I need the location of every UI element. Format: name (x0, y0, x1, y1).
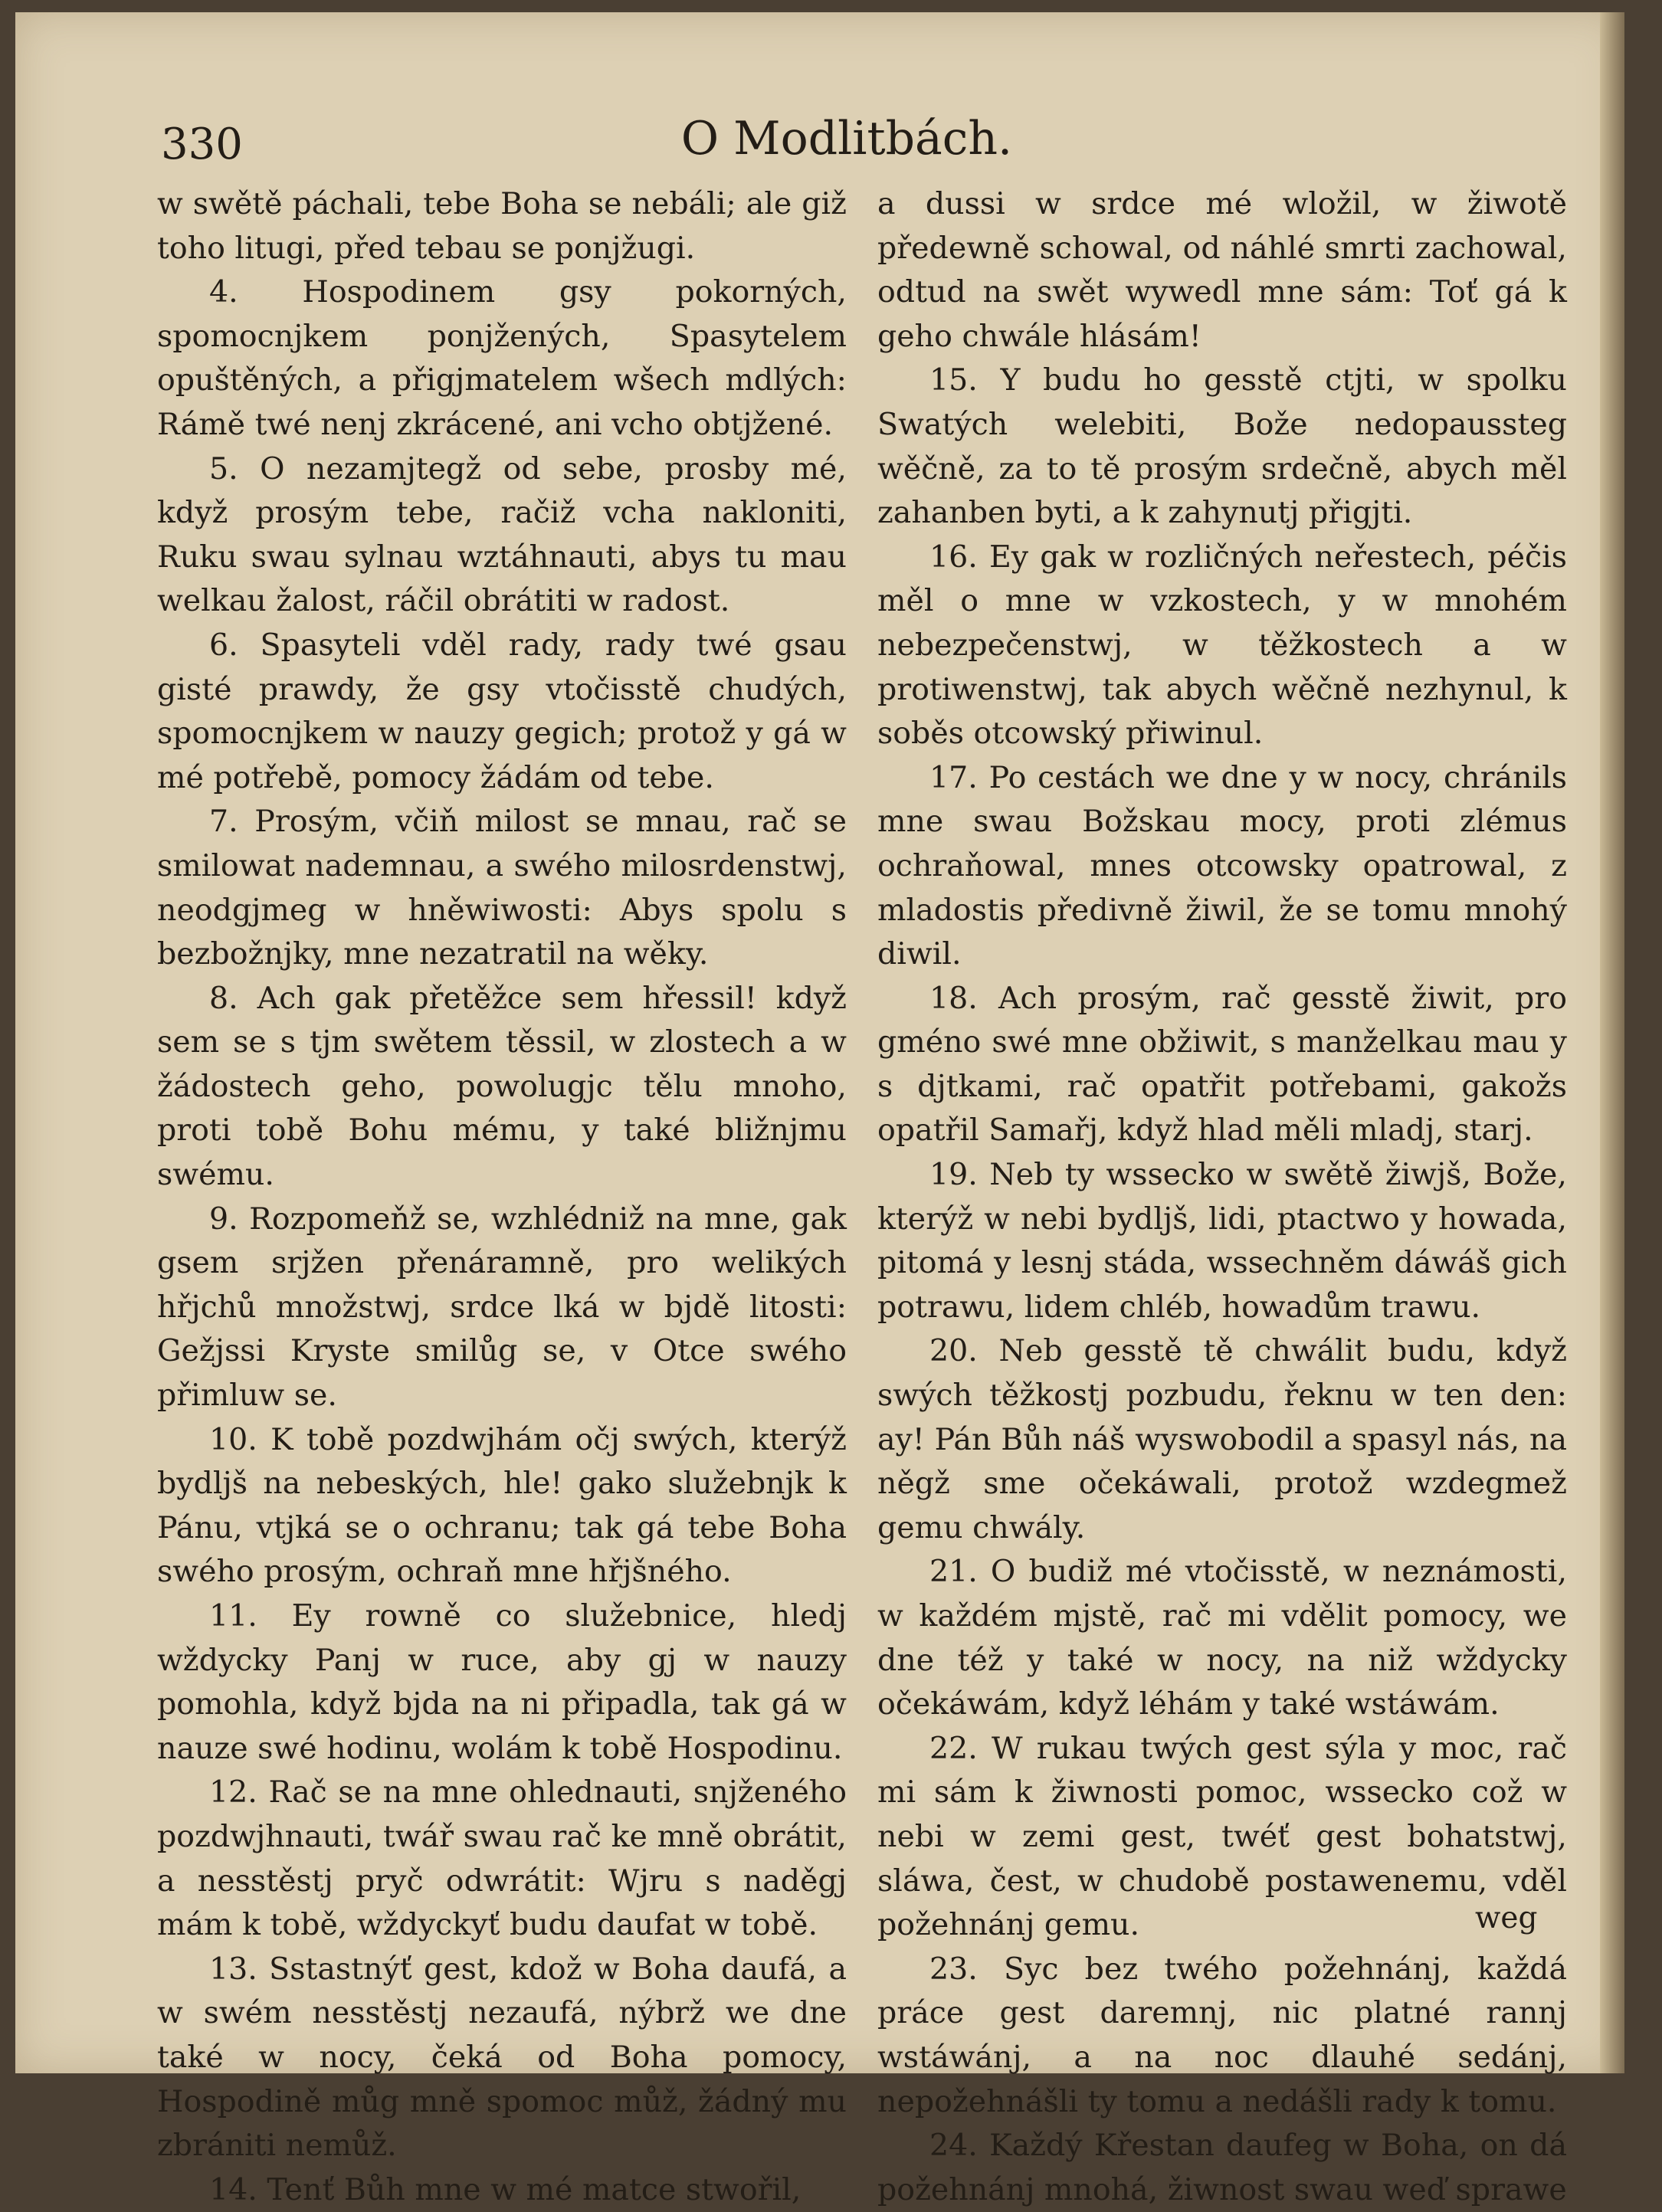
verse-17: 17. Po cestách we dne y w nocy, chránils mne swau Božskau mocy, proti zlémus ochraňowal, mnes otcowsky opatrowal, z mladostis předivně žiwil, že se tomu mnohý diwil. (877, 759, 1567, 972)
verse-18: 18. Ach prosým, rač gesstě žiwit, pro gméno swé mne obžiwit, s manželkau mau y s djtkami, rač opatřit potřebami, gakožs opatřil Samařj, když hlad měli mladj, starj. (877, 980, 1567, 1149)
verse-4: 4. Hospodinem gsy pokorných, spomocnjkem ponjžených, Spasytelem opuštěných, a přigjmatelem wšech mdlých: Rámě twé nenj zkrácené, ani vcho obtjžené. (157, 274, 847, 442)
verse-11: 11. Ey rowně co služebnice, hledj wždycky Panj w ruce, aby gj w nauzy pomohla, když bjda na ni připadla, tak gá w nauze swé hodinu, wolám k tobě Hospodinu. (157, 1598, 847, 1766)
verse-16: 16. Ey gak w rozličných neřestech, péčis měl o mne w vzkostech, y w mnohém nebezpečenstwj, w těžkostech a w protiwenstwj, tak abych wěčně nezhynul, k soběs otcowský přiwinul. (877, 539, 1567, 752)
verse-24: 24. Každý Křestan daufeg w Boha, on dá požehnánj mnohá, žiwnost swau weď sprawe (877, 2128, 1567, 2207)
left-text-column (157, 182, 847, 2212)
verse-13: 13. Sstastnýť gest, kdož w Boha daufá, a w swém nesstěstj nezaufá, nýbrž we dne také w nocy, čeká od Boha pomocy, Hospodině můg mně spomoc můž, žádný mu zbrániti nemůž. (157, 1951, 847, 2164)
verse-10: 10. K tobě pozdwjhám očj swých, kterýž bydljš na nebeských, hle! gako služebnjk k Pánu, vtjká se o ochranu; tak gá tebe Boha swého prosým, ochraň mne hřjšného. (157, 1421, 847, 1590)
verse-6: 6. Spasyteli vděl rady, rady twé gsau gisté prawdy, že gsy vtočisstě chudých, spomocnjkem w nauzy gegich; protož y gá w mé potřebě, pomocy žádám od tebe. (157, 627, 847, 795)
verse-5: 5. O nezamjtegž od sebe, prosby mé, když prosým tebe, račiž vcha nakloniti, Ruku swau sylnau wztáhnauti, abys tu mau welkau žalost, ráčil obrátiti w radost. (157, 451, 847, 619)
verse-14-continuation: a dussi w srdce mé wložil, w žiwotě předewně schowal, od náhlé smrti zachowal, odtud na swět wywedl mne sám: Toť gá k geho chwále hlásám! (877, 186, 1567, 354)
verse-20: 20. Neb gesstě tě chwálit budu, když swých těžkostj pozbudu, řeknu w ten den: ay! Pán Bůh náš wyswobodil a spasyl nás, na něgž sme očekáwali, protož wzdegmež gemu chwály. (877, 1333, 1567, 1545)
verse-12: 12. Rač se na mne ohlednauti, snjženého pozdwjhnauti, twář swau rač ke mně obrátit, a nesstěstj pryč odwrátit: Wjru s naděgj mám k tobě, wždyckyť budu daufat w tobě. (157, 1775, 847, 1943)
running-title: O Modlitbách. (680, 112, 1013, 165)
verse-21: 21. O budiž mé vtočisstě, w neznámosti, w každém mjstě, rač mi vdělit pomocy, we dne též y také w nocy, na niž wždycky očekáwám, když léhám y také wstáwám. (877, 1554, 1567, 1722)
verse-19: 19. Neb ty wssecko w swětě žiwjš, Bože, kterýž w nebi bydljš, lidi, ptactwo y howada, pitomá y lesnj stáda, wssechněm dáwáš gich potrawu, lidem chléb, howadům trawu. (877, 1157, 1567, 1325)
verse-22: 22. W rukau twých gest sýla y moc, rač mi sám k žiwnosti pomoc, wssecko což w nebi w zemi gest, twéť gest bohatstwj, sláwa, čest, w chudobě postawenemu, vděl požehnánj gemu. (877, 1730, 1567, 1943)
verse-14: 14. Tenť Bůh mne w mé matce stwořil, (209, 2171, 801, 2207)
verse-15: 15. Y budu ho gesstě ctjti, w spolku Swatých welebiti, Bože nedopaussteg wěčně, za to tě prosým srdečně, abych měl zahanben byti, a k zahynutj přigjti. (877, 362, 1567, 531)
verse-3-continuation: w swětě páchali, tebe Boha se nebáli; ale giž toho litugi, před tebau se ponjžugi. (157, 186, 847, 266)
book-page (15, 12, 1624, 2207)
page-spine-edge (1600, 12, 1624, 2073)
page-header (146, 112, 1548, 173)
page-number: 330 (161, 120, 243, 169)
verse-7: 7. Prosým, včiň milost se mnau, rač se smilowat nademnau, a swého milosrdenstwj, neodgjmeg w hněwiwosti: Abys spolu s bezbožnjky, mne nezatratil na wěky. (157, 804, 847, 972)
right-text-column (877, 182, 1567, 2212)
catchword: weg (1475, 1901, 1538, 1935)
verse-8: 8. Ach gak přetěžce sem hřessil! když sem se s tjm swětem těssil, w zlostech a w žádostech geho, powolugjc tělu mnoho, proti tobě Bohu mému, y také bližnjmu swému. (157, 980, 847, 1193)
verse-23: 23. Syc bez twého požehnánj, každá práce gest daremnj, nic platné rannj wstáwánj, a na noc dlauhé sedánj, nepožehnášli ty tomu a nedášli rady k tomu. (877, 1951, 1567, 2119)
verse-9: 9. Rozpomeňž se, wzhlédniž na mne, gak gsem srjžen přenáramně, pro welikých hřjchů množstwj, srdce lká w bjdě litosti: Gežjssi Kryste smilůg se, v Otce swého přimluw se. (157, 1201, 847, 1414)
